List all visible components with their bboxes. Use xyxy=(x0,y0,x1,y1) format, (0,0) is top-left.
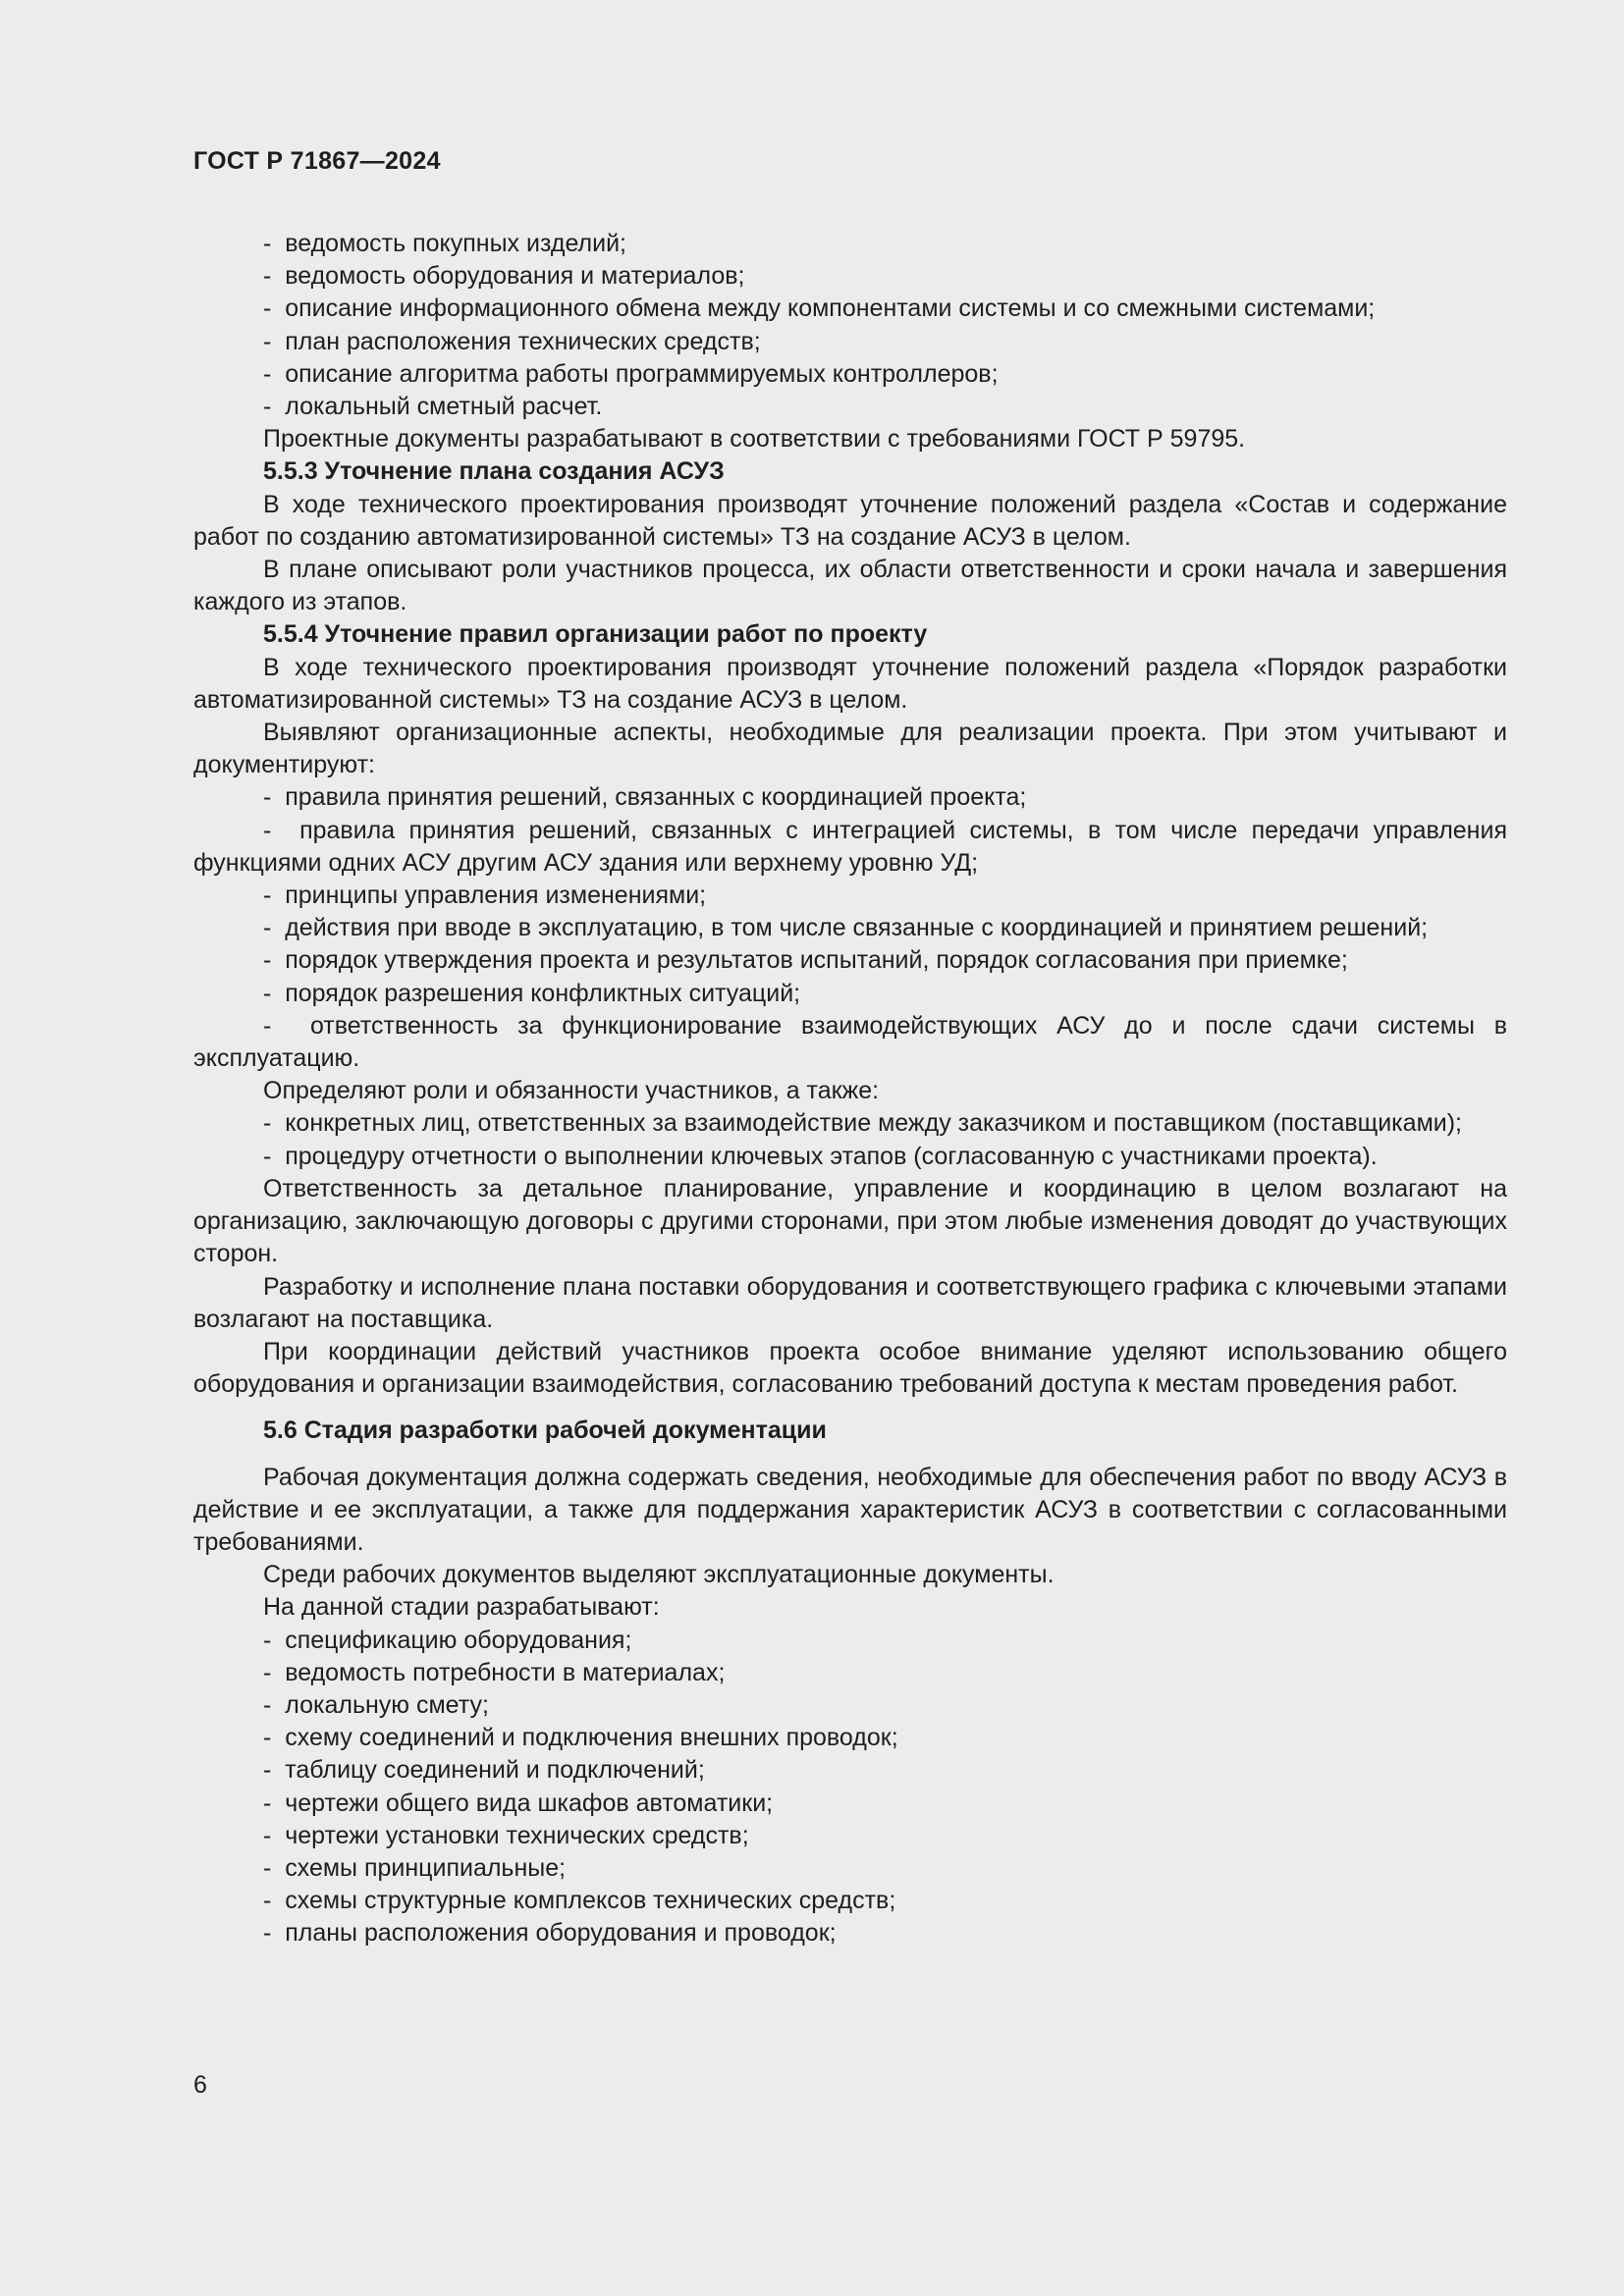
list-item: - ведомость покупных изделий; xyxy=(193,228,1507,260)
paragraph: Ответственность за детальное планирование, управление и координацию в целом возлагают на организацию, заключающую договоры с другими сторонами, при этом любые изменения доводят до участвующих сторон. xyxy=(193,1174,1507,1268)
list-item: - ведомость потребности в материалах; xyxy=(193,1657,1507,1689)
paragraph-design-docs: Проектные документы разрабатывают в соответствии с требованиями ГОСТ Р 59795. xyxy=(263,425,1246,454)
section-heading-5-6: 5.6 Стадия разработки рабочей документации xyxy=(263,1416,827,1445)
list-item: - описание алгоритма работы программируемых контроллеров; xyxy=(193,358,1507,391)
paragraph: Рабочая документация должна содержать сведения, необходимые для обеспечения работ по вводу АСУЗ в действие и ее эксплуатации, а также для поддержания характеристик АСУЗ в соответствии с согласованными требованиями. xyxy=(193,1463,1507,1556)
paragraph: Выявляют организационные аспекты, необходимые для реализации проекта. При этом учитывают и документируют: xyxy=(193,719,1507,779)
list-item: - конкретных лиц, ответственных за взаимодействие между заказчиком и поставщиком (поставщиками); xyxy=(193,1107,1507,1140)
paragraph: В плане описывают роли участников процесса, их области ответственности и сроки начала и завершения каждого из этапов. xyxy=(193,556,1507,616)
paragraph: В ходе технического проектирования производят уточнение положений раздела «Порядок разработки автоматизированной системы» ТЗ на создание АСУЗ в целом. xyxy=(193,653,1507,714)
list-item: - план расположения технических средств; xyxy=(193,326,1507,358)
list-item: - чертежи установки технических средств; xyxy=(193,1820,1507,1852)
list-item: - схему соединений и подключения внешних проводок; xyxy=(193,1722,1507,1754)
paragraph: Среди рабочих документов выделяют эксплуатационные документы. xyxy=(263,1561,1055,1589)
list-item: - схемы структурные комплексов технических средств; xyxy=(193,1885,1507,1917)
list-item: - правила принятия решений, связанных с интеграцией системы, в том числе передачи управления функциями одних АСУ другим АСУ здания или верхнему уровню УД; xyxy=(193,815,1507,880)
list-item: - ответственность за функционирование взаимодействующих АСУ до и после сдачи системы в эксплуатацию. xyxy=(193,1010,1507,1075)
page-content xyxy=(193,228,1507,1950)
paragraph: Разработку и исполнение плана поставки оборудования и соответствующего графика с ключевыми этапами возлагают на поставщика. xyxy=(193,1272,1507,1333)
paragraph: В ходе технического проектирования производят уточнение положений раздела «Состав и содержание работ по созданию автоматизированной системы» ТЗ на создание АСУЗ в целом. xyxy=(193,490,1507,551)
section-heading-5-5-3: 5.5.3 Уточнение плана создания АСУЗ xyxy=(263,457,725,486)
list-item: - процедуру отчетности о выполнении ключевых этапов (согласованную с участниками проекта). xyxy=(193,1141,1507,1173)
paragraph: Определяют роли и обязанности участников, а также: xyxy=(263,1077,880,1105)
list-item: - спецификацию оборудования; xyxy=(193,1625,1507,1657)
page-number: 6 xyxy=(193,2071,207,2099)
list-item: - порядок утверждения проекта и результатов испытаний, порядок согласования при приемке; xyxy=(193,944,1507,977)
list-item: - таблицу соединений и подключений; xyxy=(193,1754,1507,1787)
paragraph: На данной стадии разрабатывают: xyxy=(263,1593,660,1622)
list-item: - действия при вводе в эксплуатацию, в том числе связанные с координацией и принятием решений; xyxy=(193,912,1507,944)
list-item: - порядок разрешения конфликтных ситуаций; xyxy=(193,978,1507,1010)
list-item: - локальный сметный расчет. xyxy=(193,391,1507,423)
standard-number-header: ГОСТ Р 71867—2024 xyxy=(193,147,441,175)
list-item: - планы расположения оборудования и проводок; xyxy=(193,1917,1507,1949)
list-item: - ведомость оборудования и материалов; xyxy=(193,260,1507,293)
list-item: - локальную смету; xyxy=(193,1689,1507,1722)
list-item: - схемы принципиальные; xyxy=(193,1852,1507,1885)
list-item: - описание информационного обмена между компонентами системы и со смежными системами; xyxy=(193,293,1507,325)
paragraph: При координации действий участников проекта особое внимание уделяют использованию общего оборудования и организации взаимодействия, согласованию требований доступа к местам проведения работ. xyxy=(193,1337,1507,1399)
list-item: - чертежи общего вида шкафов автоматики; xyxy=(193,1788,1507,1820)
list-item: - принципы управления изменениями; xyxy=(193,880,1507,912)
section-heading-5-5-4: 5.5.4 Уточнение правил организации работ по проекту xyxy=(263,620,928,649)
list-item: - правила принятия решений, связанных с координацией проекта; xyxy=(193,781,1507,814)
